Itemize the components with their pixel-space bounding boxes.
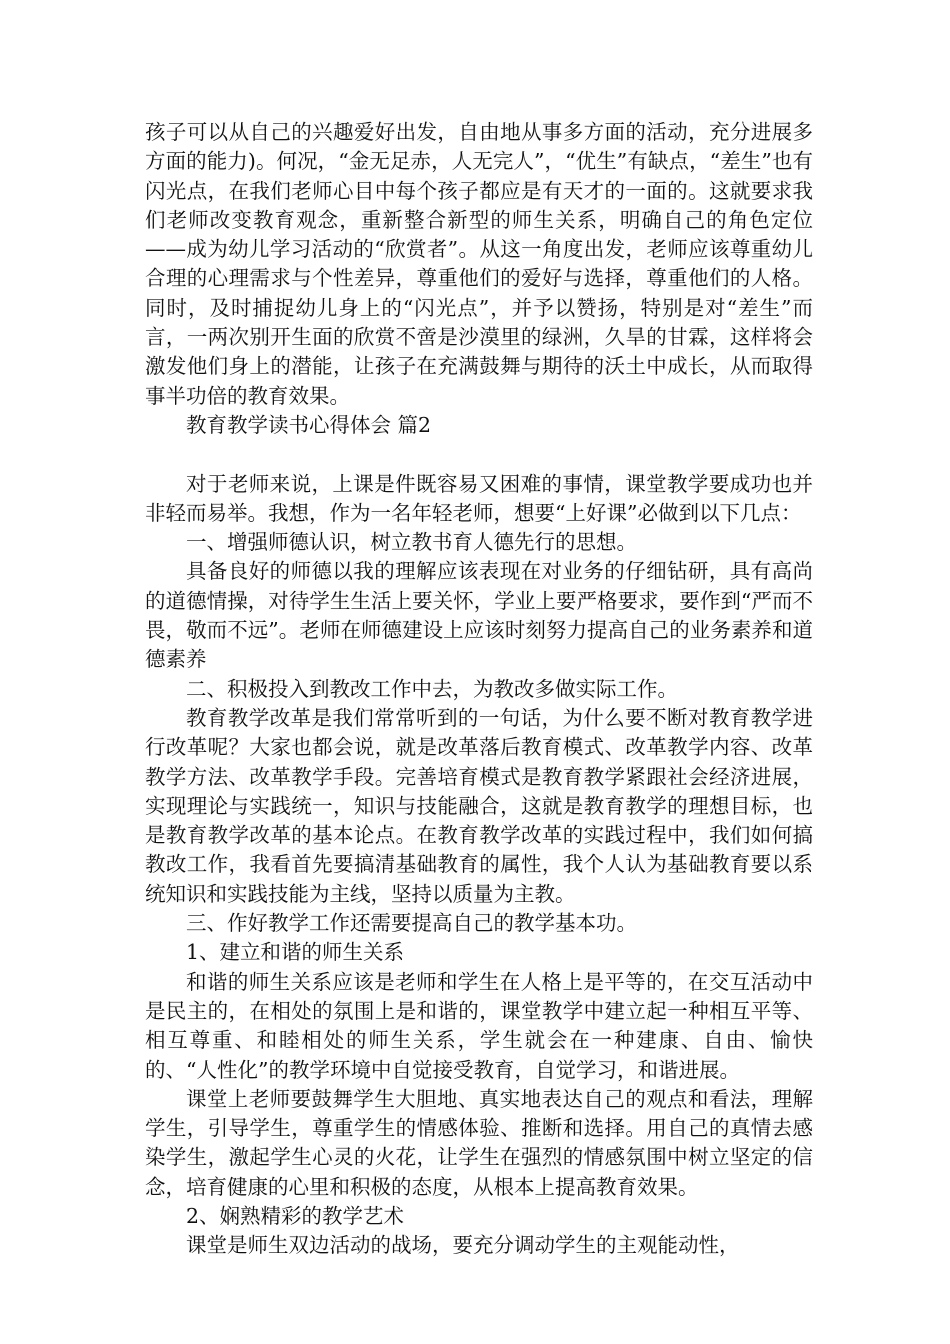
point-heading-1: 一、增强师德认识，树立教书育人德先行的思想。 [186,530,637,555]
paragraph-art: 课堂是师生双边活动的战场，要充分调动学生的主观能动性， [186,1233,740,1258]
paragraph-classroom: 课堂上老师要鼓舞学生大胆地、真实地表达自己的观点和看法，理解学生，引导学生，尊重学生的情感体验、推断和选择。用自己的真情去感染学生，激起学生心灵的火花，让学生在强烈的情感氛围中树立坚定的信念，培育健康的心里和积极的态度，从根本上提高教育效果。 [145,1086,813,1199]
sub-heading-2: 2、娴熟精彩的教学艺术 [186,1203,405,1228]
paragraph-relationship: 和谐的师生关系应该是老师和学生在人格上是平等的，在交互活动中是民主的，在相处的氛围上是和谐的，课堂教学中建立起一种相互平等、相互尊重、和睦相处的师生关系，学生就会在一种建康、自由、愉快的、“人性化”的教学环境中自觉接受教育，自觉学习，和谐进展。 [145,969,813,1082]
paragraph-intro: 对于老师来说，上课是件既容易又困难的事情，课堂教学要成功也并非轻而易举。我想，作为一名年轻老师，想要“上好课”必做到以下几点： [145,471,813,525]
sub-heading-1: 1、建立和谐的师生关系 [186,940,405,965]
paragraph-reform: 教育教学改革是我们常常听到的一句话，为什么要不断对教育教学进行改革呢？大家也都会说，就是改革落后教育模式、改革教学内容、改革教学方法、改革教学手段。完善培育模式是教育教学紧跟社会经济进展，实现理论与实践统一，知识与技能融合，这就是教育教学的理想目标，也是教育教学改革的基本论点。在教育教学改革的实践过程中，我们如何搞教改工作，我看首先要搞清基础教育的属性，我个人认为基础教育要以系统知识和实践技能为主线，坚持以质量为主教。 [145,705,813,906]
point-heading-2: 二、积极投入到教改工作中去，为教改多做实际工作。 [186,676,678,701]
section-title-part-2: 教育教学读书心得体会 篇2 [186,412,432,437]
point-heading-3: 三、作好教学工作还需要提高自己的教学基本功。 [186,911,637,936]
document-body [145,118,813,1261]
paragraph-continued: 孩子可以从自己的兴趣爱好出发，自由地从事多方面的活动，充分进展多方面的能力)。何况，“金无足赤，人无完人”，“优生”有缺点，“差生”也有闪光点，在我们老师心目中每个孩子都应是有天才的一面的。这就要求我们老师改变教育观念，重新整合新型的师生关系，明确自己的角色定位——成为幼儿学习活动的“欣赏者”。从这一角度出发，老师应该尊重幼儿合理的心理需求与个性差异，尊重他们的爱好与选择，尊重他们的人格。同时，及时捕捉幼儿身上的“闪光点”，并予以赞扬，特别是对“差生”而言，一两次别开生面的欣赏不啻是沙漠里的绿洲，久旱的甘霖，这样将会激发他们身上的潜能，让孩子在充满鼓舞与期待的沃土中成长，从而取得事半功倍的教育效果。 [145,120,813,408]
blank-line [145,440,813,469]
paragraph-ethics: 具备良好的师德以我的理解应该表现在对业务的仔细钻研，具有高尚的道德情操，对待学生生活上要关怀，学业上要严格要求，要作到“严而不畏，敬而不远”。老师在师德建设上应该时刻努力提高自己的业务素养和道德素养 [145,559,813,672]
